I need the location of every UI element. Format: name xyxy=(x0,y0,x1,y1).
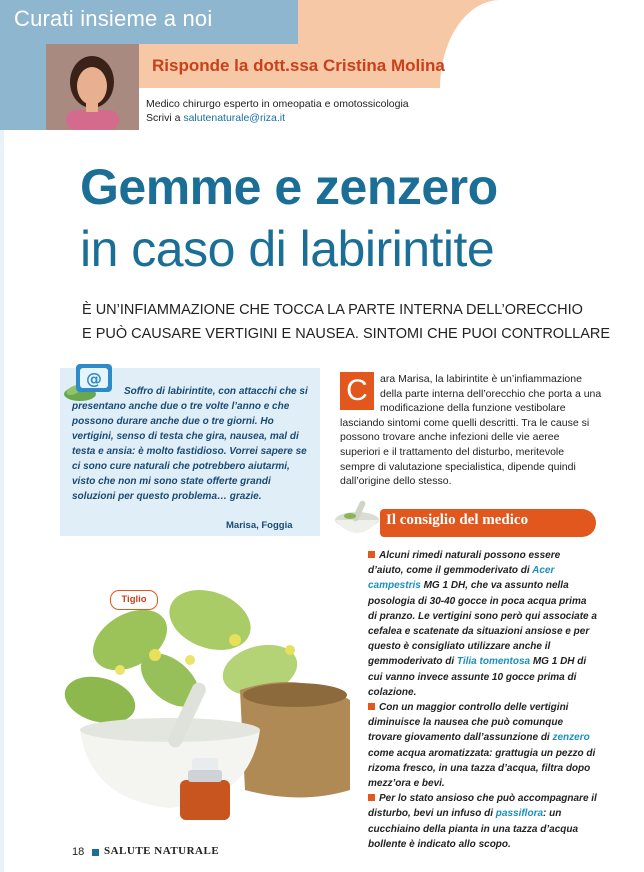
advice-p2-b: come acqua aromatizzata: grattugia un pezzo di rizoma fresco, in una tazza d’acqua, filtra dopo mezz’ora e bevi. xyxy=(368,747,596,790)
remedy-tilia: Tilia tomentosa xyxy=(456,656,531,668)
advice-body xyxy=(368,548,598,852)
advice-p2-a: Con un maggior controllo delle vertigini diminuisce la nausea che può comunque trovare giovamento dall’assunzione di xyxy=(368,702,569,744)
bullet-square xyxy=(368,794,375,801)
advice-p1-a: Alcuni rimedi naturali possono essere d’aiuto, come il gemmoderivato di xyxy=(368,550,561,577)
article-title-line2: in caso di labirintite xyxy=(80,221,495,277)
remedy-acer: Acer campestris xyxy=(368,565,555,592)
subtitle-line2: E PUÒ CAUSARE VERTIGINI E NAUSEA. SINTOMI CHE PUOI CONTROLLARE xyxy=(82,326,611,342)
footer-square xyxy=(92,849,99,856)
subtitle-line1: È UN’INFIAMMAZIONE CHE TOCCA LA PARTE INTERNA DELL’ORECCHIO xyxy=(82,302,583,318)
article-title-line1: Gemme e zenzero xyxy=(80,159,498,215)
question-text: Soffro di labirintite, con attacchi che si presentano anche due o tre volte l’anno e che possono durare anche due o tre giorni. Ho vertigini, senso di testa che gira, nausea, mal di testa e ansia: è molto fastidioso. Vorrei sapere se ci sono cure naturali che potrebbero aiutarmi, visto che non mi sono state offerte grandi soluzioni per questo problema… grazie. xyxy=(72,386,308,502)
advice-p1-b: MG 1 DH, che va assunto nella posologia di 30-40 gocce in poca acqua prima di pranzo. Le vertigini sono però qui associate a cefalea e scatenate da situazioni ansiose e per questo è consigliato utilizzare anche il gemmoderivato di xyxy=(368,580,597,668)
doctor-description xyxy=(146,97,409,125)
magazine-brand: SALUTE NATURALE xyxy=(104,845,220,857)
advice-title: Il consiglio del medico xyxy=(386,512,529,528)
advice-paragraph-3 xyxy=(368,791,598,852)
reader-question xyxy=(72,384,310,504)
doctor-answer xyxy=(340,372,602,489)
section-title: Curati insieme a noi xyxy=(14,6,213,31)
advice-paragraph-1 xyxy=(368,548,598,700)
doctor-name: Risponde la dott.ssa Cristina Molina xyxy=(152,56,445,75)
advice-paragraph-2 xyxy=(368,700,598,791)
doctor-photo xyxy=(46,44,139,130)
doctor-band-curve xyxy=(440,0,644,88)
write-to-line xyxy=(146,111,409,125)
write-prefix: Scrivi a xyxy=(146,112,184,124)
page-number: 18 xyxy=(72,846,85,858)
article-subtitle xyxy=(82,298,610,346)
question-signature: Marisa, Foggia xyxy=(226,520,293,531)
bullet-square xyxy=(368,551,375,558)
remedy-passiflora: passiflora xyxy=(495,808,544,820)
plant-tag: Tiglio xyxy=(110,590,158,610)
remedy-zenzero: zenzero xyxy=(552,732,590,744)
sidebar-accent xyxy=(0,44,46,130)
mortar-icon xyxy=(330,496,384,542)
advice-p3-b: : un cucchiaino della pianta in una tazza d’acqua bollente è indicato allo scopo. xyxy=(368,808,579,850)
svg-text:@: @ xyxy=(86,369,102,388)
advice-p1-c: MG 1 DH di cui vanno invece assunte 10 gocce prima di colazione. xyxy=(368,656,587,698)
answer-text: ara Marisa, la labirintite è un’infiammazione della parte interna dell’orecchio che porta a una modificazione della funzione vestibolare lasciando sintomi come quelli descritti. Tra le cause si possono trovare anche infezioni delle vie aeree superiori e il trattamento del disturbo, meritevole sempre di valutazione specialistica, dipende quindi dall’origine dello stesso. xyxy=(340,373,602,488)
doctor-specialty: Medico chirurgo esperto in omeopatia e omotossicologia xyxy=(146,98,409,110)
bullet-square xyxy=(368,703,375,710)
email-link[interactable]: salutenaturale@riza.it xyxy=(183,112,286,124)
answer-dropcap: C xyxy=(340,372,374,410)
herbal-illustration xyxy=(60,560,360,822)
advice-p3-a: Per lo stato ansioso che può accompagnare il disturbo, bevi un infuso di xyxy=(368,793,597,820)
left-stripe xyxy=(0,130,4,872)
